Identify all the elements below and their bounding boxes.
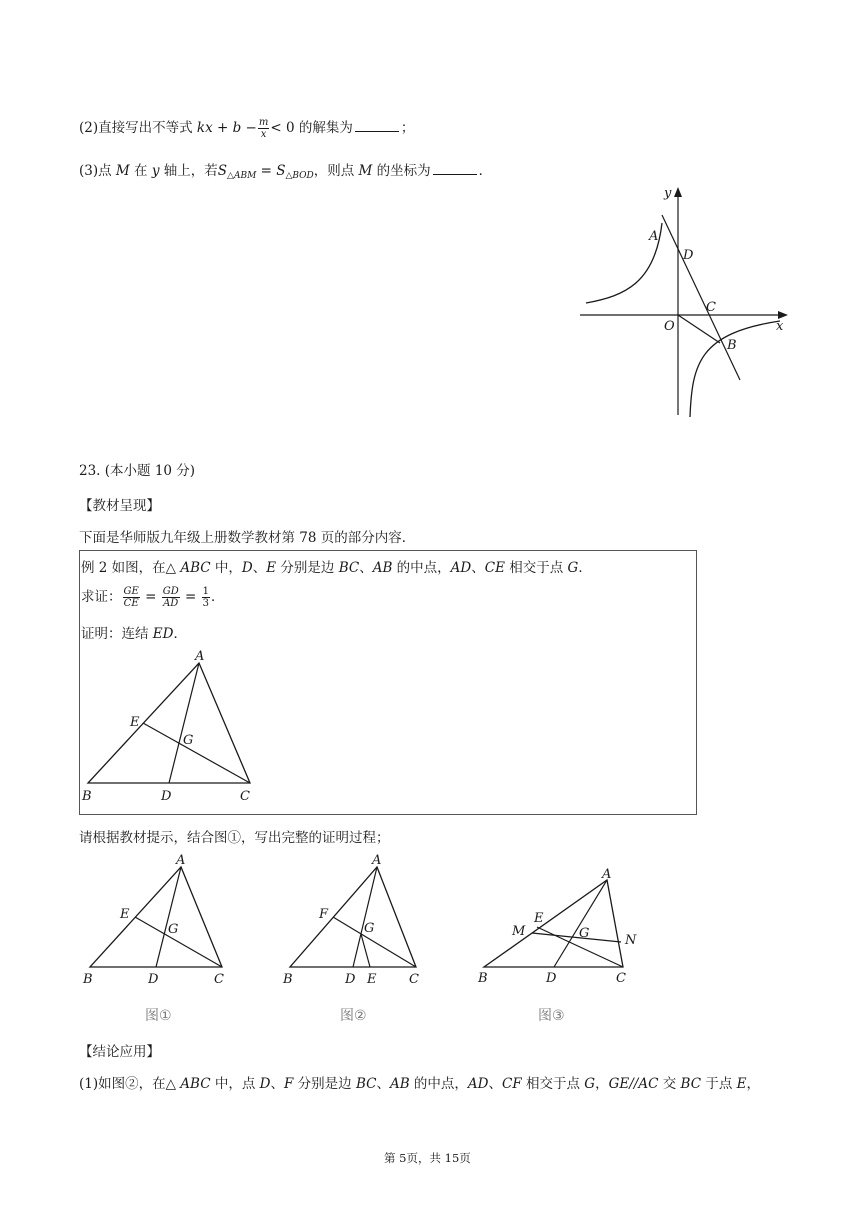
math: y: [151, 163, 160, 179]
q23-intro: 下面是华师版九年级上册数学教材第 78 页的部分内容．: [79, 530, 416, 546]
denominator: 3: [202, 598, 209, 609]
prove-statement: [81, 585, 225, 609]
section-application: 【结论应用】: [79, 1044, 160, 1060]
subscript: △ABM: [227, 171, 257, 181]
figure-3: [476, 860, 656, 985]
math: //: [629, 1076, 639, 1092]
q22-part3: [79, 159, 492, 181]
text: ．: [173, 626, 187, 642]
text: 的解集为: [294, 120, 353, 136]
math: E: [736, 1076, 747, 1092]
label-D: D: [546, 971, 557, 986]
text: 相交于点: [504, 560, 568, 576]
math: S: [217, 163, 228, 179]
math: AB: [389, 1076, 410, 1092]
math: BC: [355, 1076, 377, 1092]
point-B-label: B: [727, 338, 737, 353]
label-E: E: [120, 907, 130, 922]
math: kx + b −: [196, 120, 257, 136]
math: M: [358, 163, 373, 179]
math: CE: [484, 560, 505, 576]
text: ，: [746, 1076, 760, 1092]
text: 轴上，若: [159, 163, 218, 179]
text: 中，点: [210, 1076, 260, 1092]
numerator: GE: [123, 586, 139, 597]
numerator: m: [258, 117, 269, 128]
label-D: D: [345, 972, 356, 987]
fraction: [123, 586, 140, 609]
text: 、: [270, 1076, 284, 1092]
label-G: G: [579, 926, 590, 941]
label-B: B: [82, 789, 92, 804]
text: ．: [578, 560, 592, 576]
text: (2)直接写出不等式: [79, 120, 197, 136]
q22-part2: [79, 116, 414, 140]
caption-fig2: 图②: [340, 1008, 367, 1024]
text: 相交于点: [521, 1076, 585, 1092]
math: AD: [467, 1076, 489, 1092]
text: 分别是边: [276, 560, 339, 576]
q23-heading: 23. (本小题 10 分): [79, 463, 196, 479]
denominator: CE: [123, 598, 139, 609]
math: BC: [680, 1076, 702, 1092]
label-A: A: [372, 853, 382, 868]
math: D: [241, 560, 253, 576]
math: GE: [608, 1076, 630, 1092]
answer-blank: [355, 119, 399, 132]
point-A-label: A: [649, 229, 659, 244]
text: 求证：: [81, 589, 122, 605]
label-B: B: [478, 971, 488, 986]
answer-blank: [433, 162, 477, 175]
math: G: [584, 1076, 596, 1092]
label-C: C: [616, 971, 626, 986]
math: F: [283, 1076, 294, 1092]
text: 、: [471, 560, 485, 576]
text: ．: [478, 163, 493, 179]
math: G: [567, 560, 579, 576]
math: =: [180, 589, 201, 605]
text: 证明：连结: [81, 626, 153, 642]
text: ；: [400, 120, 415, 136]
x-axis-label: x: [776, 319, 784, 334]
math: ABC: [180, 1076, 211, 1092]
label-M: M: [512, 924, 526, 939]
label-N: N: [625, 933, 637, 948]
text: 中，: [210, 560, 242, 576]
denominator: AD: [163, 598, 179, 609]
instruction: 请根据教材提示，结合图①，写出完整的证明过程；: [79, 830, 390, 846]
math: E: [266, 560, 277, 576]
hyperbola-graph: [580, 183, 790, 423]
label-E: E: [534, 911, 544, 926]
text: 、: [488, 1076, 502, 1092]
text: 、: [252, 560, 267, 576]
proof-hint: [81, 622, 187, 642]
math: AB: [372, 560, 393, 576]
label-A: A: [176, 853, 186, 868]
figure-1: [80, 850, 235, 985]
denominator: x: [260, 129, 267, 140]
label-B: B: [83, 972, 93, 987]
text: (1)如图②，在△: [79, 1076, 181, 1092]
label-D: D: [161, 789, 172, 804]
subscript: △BOD: [285, 171, 314, 181]
caption-fig1: 图①: [145, 1008, 172, 1024]
label-G: G: [183, 733, 194, 748]
caption-fig3: 图③: [538, 1008, 565, 1024]
label-A: A: [602, 867, 612, 882]
fraction: [162, 586, 180, 609]
text: ，: [595, 1076, 609, 1092]
text: ．: [211, 589, 225, 605]
page-footer: 第 5页，共 15页: [384, 1151, 471, 1165]
text: 于点: [701, 1076, 737, 1092]
text: 例 2 如图，在△: [81, 560, 181, 576]
math: D: [259, 1076, 271, 1092]
y-axis-label: y: [664, 186, 672, 201]
fraction: [258, 117, 269, 140]
math: =: [140, 589, 161, 605]
point-C-label: C: [706, 300, 716, 315]
math: =: [256, 163, 277, 179]
text: 在: [129, 163, 152, 179]
label-E: E: [130, 715, 140, 730]
point-D-label: D: [683, 248, 694, 263]
label-C: C: [214, 972, 224, 987]
numerator: 1: [202, 586, 209, 597]
label-B: B: [283, 972, 293, 987]
math: AD: [450, 560, 472, 576]
math: < 0: [270, 120, 295, 136]
label-E: E: [367, 972, 377, 987]
text: 、: [359, 560, 373, 576]
fraction: [202, 586, 210, 609]
label-C: C: [240, 789, 250, 804]
math: M: [115, 163, 130, 179]
text: ，则点: [313, 163, 359, 179]
application-part1: [79, 1072, 760, 1092]
label-G: G: [364, 921, 375, 936]
math: AC: [638, 1076, 659, 1092]
origin-O-label: O: [664, 319, 675, 334]
numerator: GD: [162, 586, 179, 597]
math: CF: [502, 1076, 522, 1092]
text: (3)点: [79, 163, 116, 179]
label-A: A: [195, 649, 205, 664]
text: 分别是边: [293, 1076, 356, 1092]
text: 的中点，: [409, 1076, 468, 1092]
math: ABC: [180, 560, 211, 576]
section-textbook: 【教材呈现】: [79, 498, 160, 514]
label-G: G: [168, 922, 179, 937]
math: ED: [152, 626, 174, 642]
text: 的中点，: [392, 560, 451, 576]
label-C: C: [409, 972, 419, 987]
figure-2: [280, 850, 430, 985]
text: 、: [376, 1076, 390, 1092]
label-D: D: [148, 972, 159, 987]
text: 交: [658, 1076, 681, 1092]
text: 的坐标为: [372, 163, 431, 179]
math: S: [276, 163, 286, 179]
textbook-triangle-figure: [80, 648, 265, 808]
label-F: F: [319, 907, 329, 922]
example-statement: [81, 556, 592, 576]
math: BC: [338, 560, 360, 576]
